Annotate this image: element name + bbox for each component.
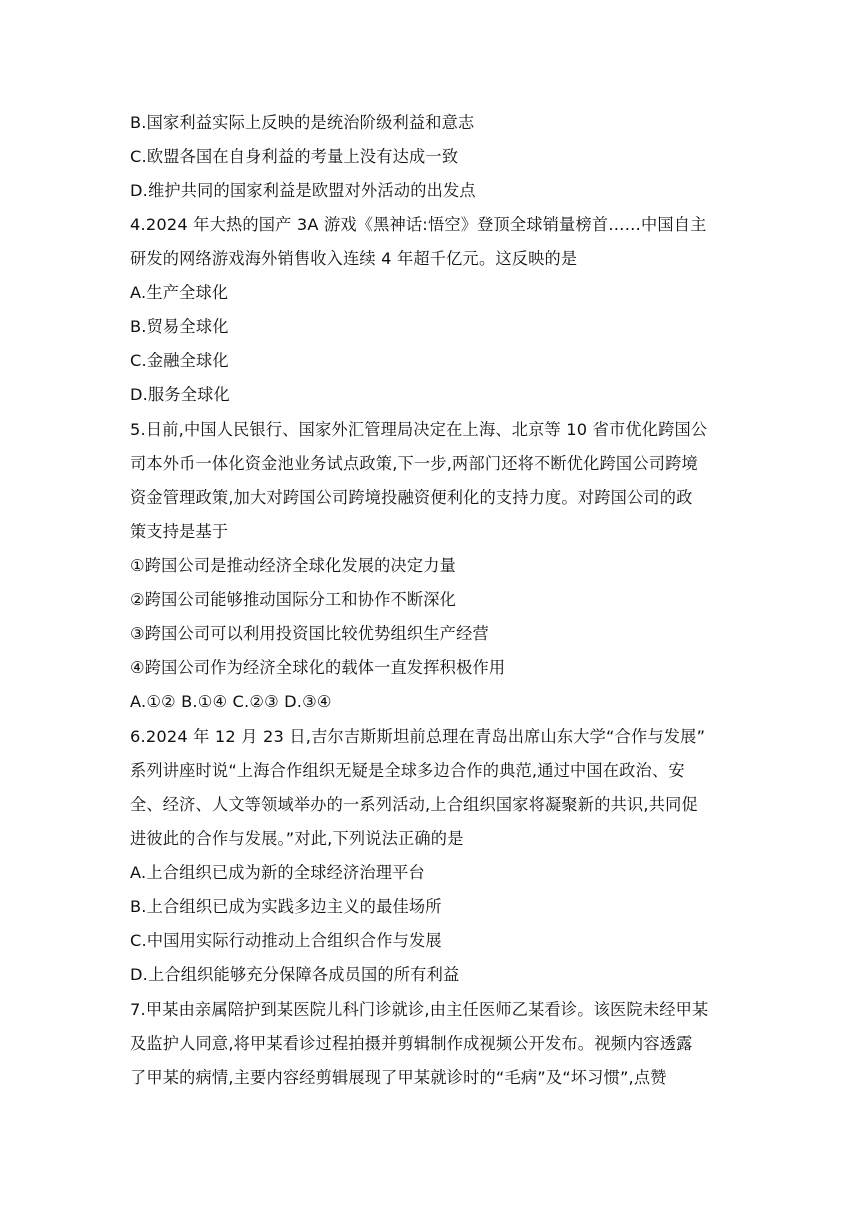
- text-line: 资金管理政策,加大对跨国公司跨境投融资便利化的支持力度。对跨国公司的政: [130, 488, 693, 507]
- text-line: ③跨国公司可以利用投资国比较优势组织生产经营: [130, 624, 489, 643]
- text-line: 5.日前,中国人民银行、国家外汇管理局决定在上海、北京等 10 省市优化跨国公: [130, 420, 708, 439]
- text-line: A.①② B.①④ C.②③ D.③④: [130, 692, 332, 711]
- text-line: 4.2024 年大热的国产 3A 游戏《黑神话:悟空》登顶全球销量榜首……中国自主: [130, 215, 707, 234]
- text-line: ②跨国公司能够推动国际分工和协作不断深化: [130, 590, 457, 609]
- text-line: B.国家利益实际上反映的是统治阶级利益和意志: [130, 113, 475, 132]
- text-line: ④跨国公司作为经济全球化的载体一直发挥积极作用: [130, 658, 506, 677]
- text-line: 及监护人同意,将甲某看诊过程拍摄并剪辑制作成视频公开发布。视频内容透露: [130, 1034, 693, 1053]
- text-line: C.金融全球化: [130, 351, 229, 370]
- text-line: C.中国用实际行动推动上合组织合作与发展: [130, 931, 442, 950]
- text-line: ①跨国公司是推动经济全球化发展的决定力量: [130, 556, 457, 575]
- text-line: D.服务全球化: [130, 385, 230, 404]
- text-line: C.欧盟各国在自身利益的考量上没有达成一致: [130, 147, 459, 166]
- text-line: D.上合组织能够充分保障各成员国的所有利益: [130, 965, 460, 984]
- text-line: 策支持是基于: [130, 522, 229, 541]
- text-line: A.生产全球化: [130, 283, 229, 302]
- text-line: 进彼此的合作与发展。”对此,下列说法正确的是: [130, 829, 464, 848]
- text-line: 6.2024 年 12 月 23 日,吉尔吉斯斯坦前总理在青岛出席山东大学“合作与发展”: [130, 727, 706, 746]
- text-line: B.贸易全球化: [130, 317, 229, 336]
- text-line: 7.甲某由亲属陪护到某医院儿科门诊就诊,由主任医师乙某看诊。该医院未经甲某: [130, 1000, 709, 1019]
- text-line: 司本外币一体化资金池业务试点政策,下一步,两部门还将不断优化跨国公司跨境: [130, 454, 698, 473]
- text-line: A.上合组织已成为新的全球经济治理平台: [130, 863, 425, 882]
- text-line: 全、经济、人文等领域举办的一系列活动,上合组织国家将凝聚新的共识,共同促: [130, 795, 698, 814]
- text-line: D.维护共同的国家利益是欧盟对外活动的出发点: [130, 181, 476, 200]
- text-line: 研发的网络游戏海外销售收入连续 4 年超千亿元。这反映的是: [130, 249, 578, 268]
- text-line: 了甲某的病情,主要内容经剪辑展现了甲某就诊时的“毛病”及“坏习惯”,点赞: [130, 1068, 667, 1087]
- text-line: 系列讲座时说“上海合作组织无疑是全球多边合作的典范,通过中国在政治、安: [130, 761, 685, 780]
- text-line: B.上合组织已成为实践多边主义的最佳场所: [130, 897, 442, 916]
